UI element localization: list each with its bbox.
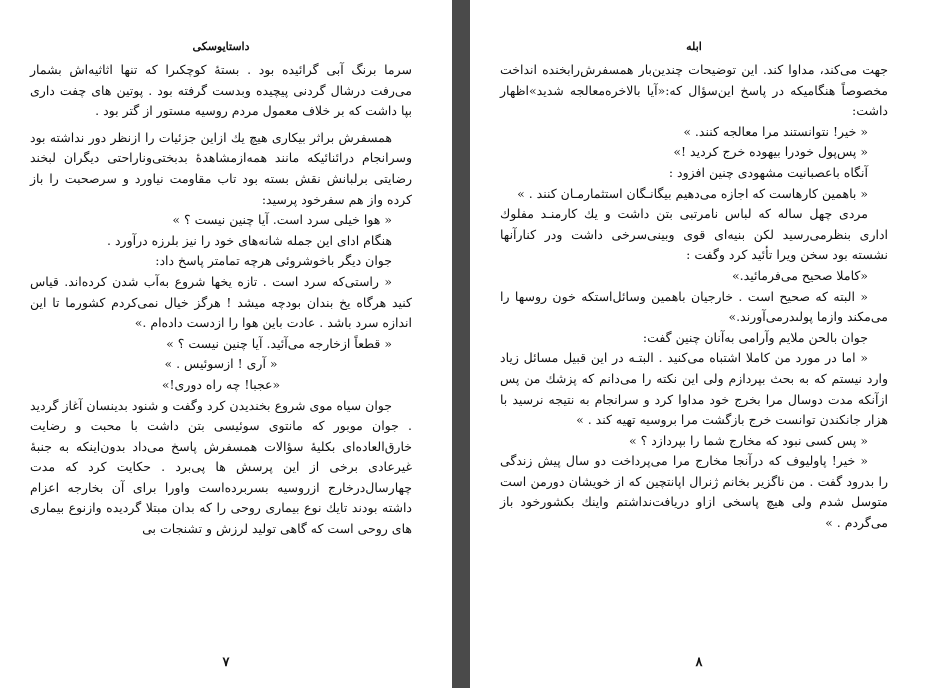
paragraph: جهت مى‌كند، مداوا كند. اين توضيحات چندين‌بار همسفرش‌رابخنده انداخت مخصوصاً هنگاميكه در پاسخ اين‌سؤال كه:«آيا بالاخره‌معالجه شديد»اظهار داشت: — [500, 62, 888, 119]
left-page — [0, 0, 452, 688]
paragraph: جوان بالحن ملايم وآرامى به‌آنان چنين گفت: — [642, 329, 868, 345]
dialogue-line: « باهمين كارهاست كه اجازه مى‌دهيم بيگانـگان استثمارمـان كنند . » — [517, 185, 868, 201]
dialogue-line: «كاملا صحيح مى‌فرمائيد.» — [732, 267, 868, 283]
paragraph: جوان ديگر باخوشروئى هرچه تمامتر پاسخ داد: — [155, 253, 392, 269]
paragraph: همسفرش براثر بيكارى هيچ يك ازاين جزئيات را ازنظر دور نداشته بود وسرانجام درائنائيكه مانند همه‌ازمشاهدهٔ بدبختى‌وناراحتى ديگران لبخند رضايتى برلبانش نقش بسته بود تاب مقاومت نياورد و سرصحبت را باز كرده واز هم سفرخود پرسيد: — [30, 129, 412, 207]
paragraph: هنگام اداى اين جمله شانه‌هاى خود را نيز بلرزه درآورد . — [107, 232, 392, 248]
right-page-text — [500, 60, 888, 534]
running-head-right: ابله — [686, 40, 702, 53]
dialogue-line: « آرى ! ازسوئيس . » — [164, 356, 278, 372]
dialogue-line: « هوا خيلى سرد است. آيا چنين نيست ؟ » — [172, 212, 392, 228]
paragraph: مردى چهل ساله كه لباس نامرتبى بتن داشت و يك كارمنـد مفلوك ادارى بنظرمى‌رسيد لكن بنيه‌اى قوى وبينى‌سرخى داشت ودر كنارآنها نشسته بود سخن ويرا تأئيد كرد وگفت : — [500, 206, 888, 263]
right-page — [470, 0, 928, 688]
dialogue-line: « راستى‌كه سرد است . تازه يخها شروع به‌آب شدن كرده‌اند. قياس كنيد هرگاه يخ بندان بودچه ميشد ! هرگز خيال نمى‌كردم كشورما تا اين اندازه سرد باشد . عادت باين هوا را ازدست داده‌ام .» — [30, 273, 412, 331]
dialogue-line: « خير! پاوليوف كه درآنجا مخارج مرا مى‌پرداخت دو سال پيش زندگى را بدرود گفت . من ناگزير بخانم ژنرال اپانتچين كه از خويشان دورمن است متوسل شدم ولى هيچ پاسخى ازاو دريافت‌نداشتم واينك بكشورخود باز مى‌گردم . » — [500, 453, 888, 531]
dialogue-line: « قطعاً ازخارجه مى‌آئيد. آيا چنين نيست ؟ » — [166, 335, 392, 351]
paragraph: آنگاه باعصبانيت مشهودى چنين افزود : — [668, 164, 868, 180]
dialogue-line: «عجبا! چه راه دورى!» — [161, 376, 281, 392]
page-number-left: ٧ — [222, 655, 230, 670]
running-head-left: داستايوسكى — [192, 40, 250, 53]
dialogue-line: « پس‌پول خودرا بيهوده خرج كرديد !» — [673, 144, 868, 160]
book-gutter — [452, 0, 470, 688]
paragraph: جوان سياه موى شروع بخنديدن كرد وگفت و شنود بدينسان آغاز گرديد . جوان موبور كه مانتوى سوئيسى بتن داشت با محبت و رضايت خارق‌العاده‌اى بكليهٔ سؤالات همسفرش پاسخ مى‌داد بدون‌اينكه به جنبهٔ غيرعادى برخى از اين پرسش ها پى‌برد . حكايت كرد كه مدت چهارسال‌درخارج ازروسيه بسربرده‌است واورا براى آن بخارجه اعزام داشته بودند تايك نوع بيمارى روحى را كه بدان مبتلا گرديده وازنوع بيمارى هاى روحى است كه گاهى توليد لرزش و تشنجات بى‌ — [30, 397, 412, 537]
dialogue-line: « اما در مورد من كاملا اشتباه مى‌كنيد . البتـه در اين قبيل مسائل زياد وارد نيستم كه به بحث بپردازم ولى اين نكته را مى‌دانم كه پزشك من پس ازآنكه مدت دوسال مرا بخرج خود مداوا كرد و سرانجام به نتيجه نرسيد با هزار جانكندن توانست خرج بازگشت مرا بروسيه تهيه كند . » — [500, 350, 888, 428]
paragraph: سرما برنگ آبى گرائيده بود . بستهٔ كوچكىرا كه تنها اثاثيه‌اش بشمار مى‌رفت درشال گردنى پيچيده وبدست گرفته بود . پوتين هاى چفت دارى بپا داشت كه بر خلاف معمول مردم روسيه مستور از گتر بود . — [30, 62, 412, 119]
dialogue-line: « پس كسى نبود كه مخارج شما را بپردازد ؟ » — [628, 432, 868, 448]
page-number-right: ٨ — [695, 655, 703, 670]
dialogue-line: « البته كه صحيح است . خارجيان باهمين وسائل‌استكه خون روسها را مى‌مكند وازما پولىدرمى‌آورند.» — [500, 288, 888, 325]
dialogue-line: « خير! نتوانستند مرا معالجه كنند. » — [683, 123, 868, 139]
left-page-text — [30, 60, 412, 540]
